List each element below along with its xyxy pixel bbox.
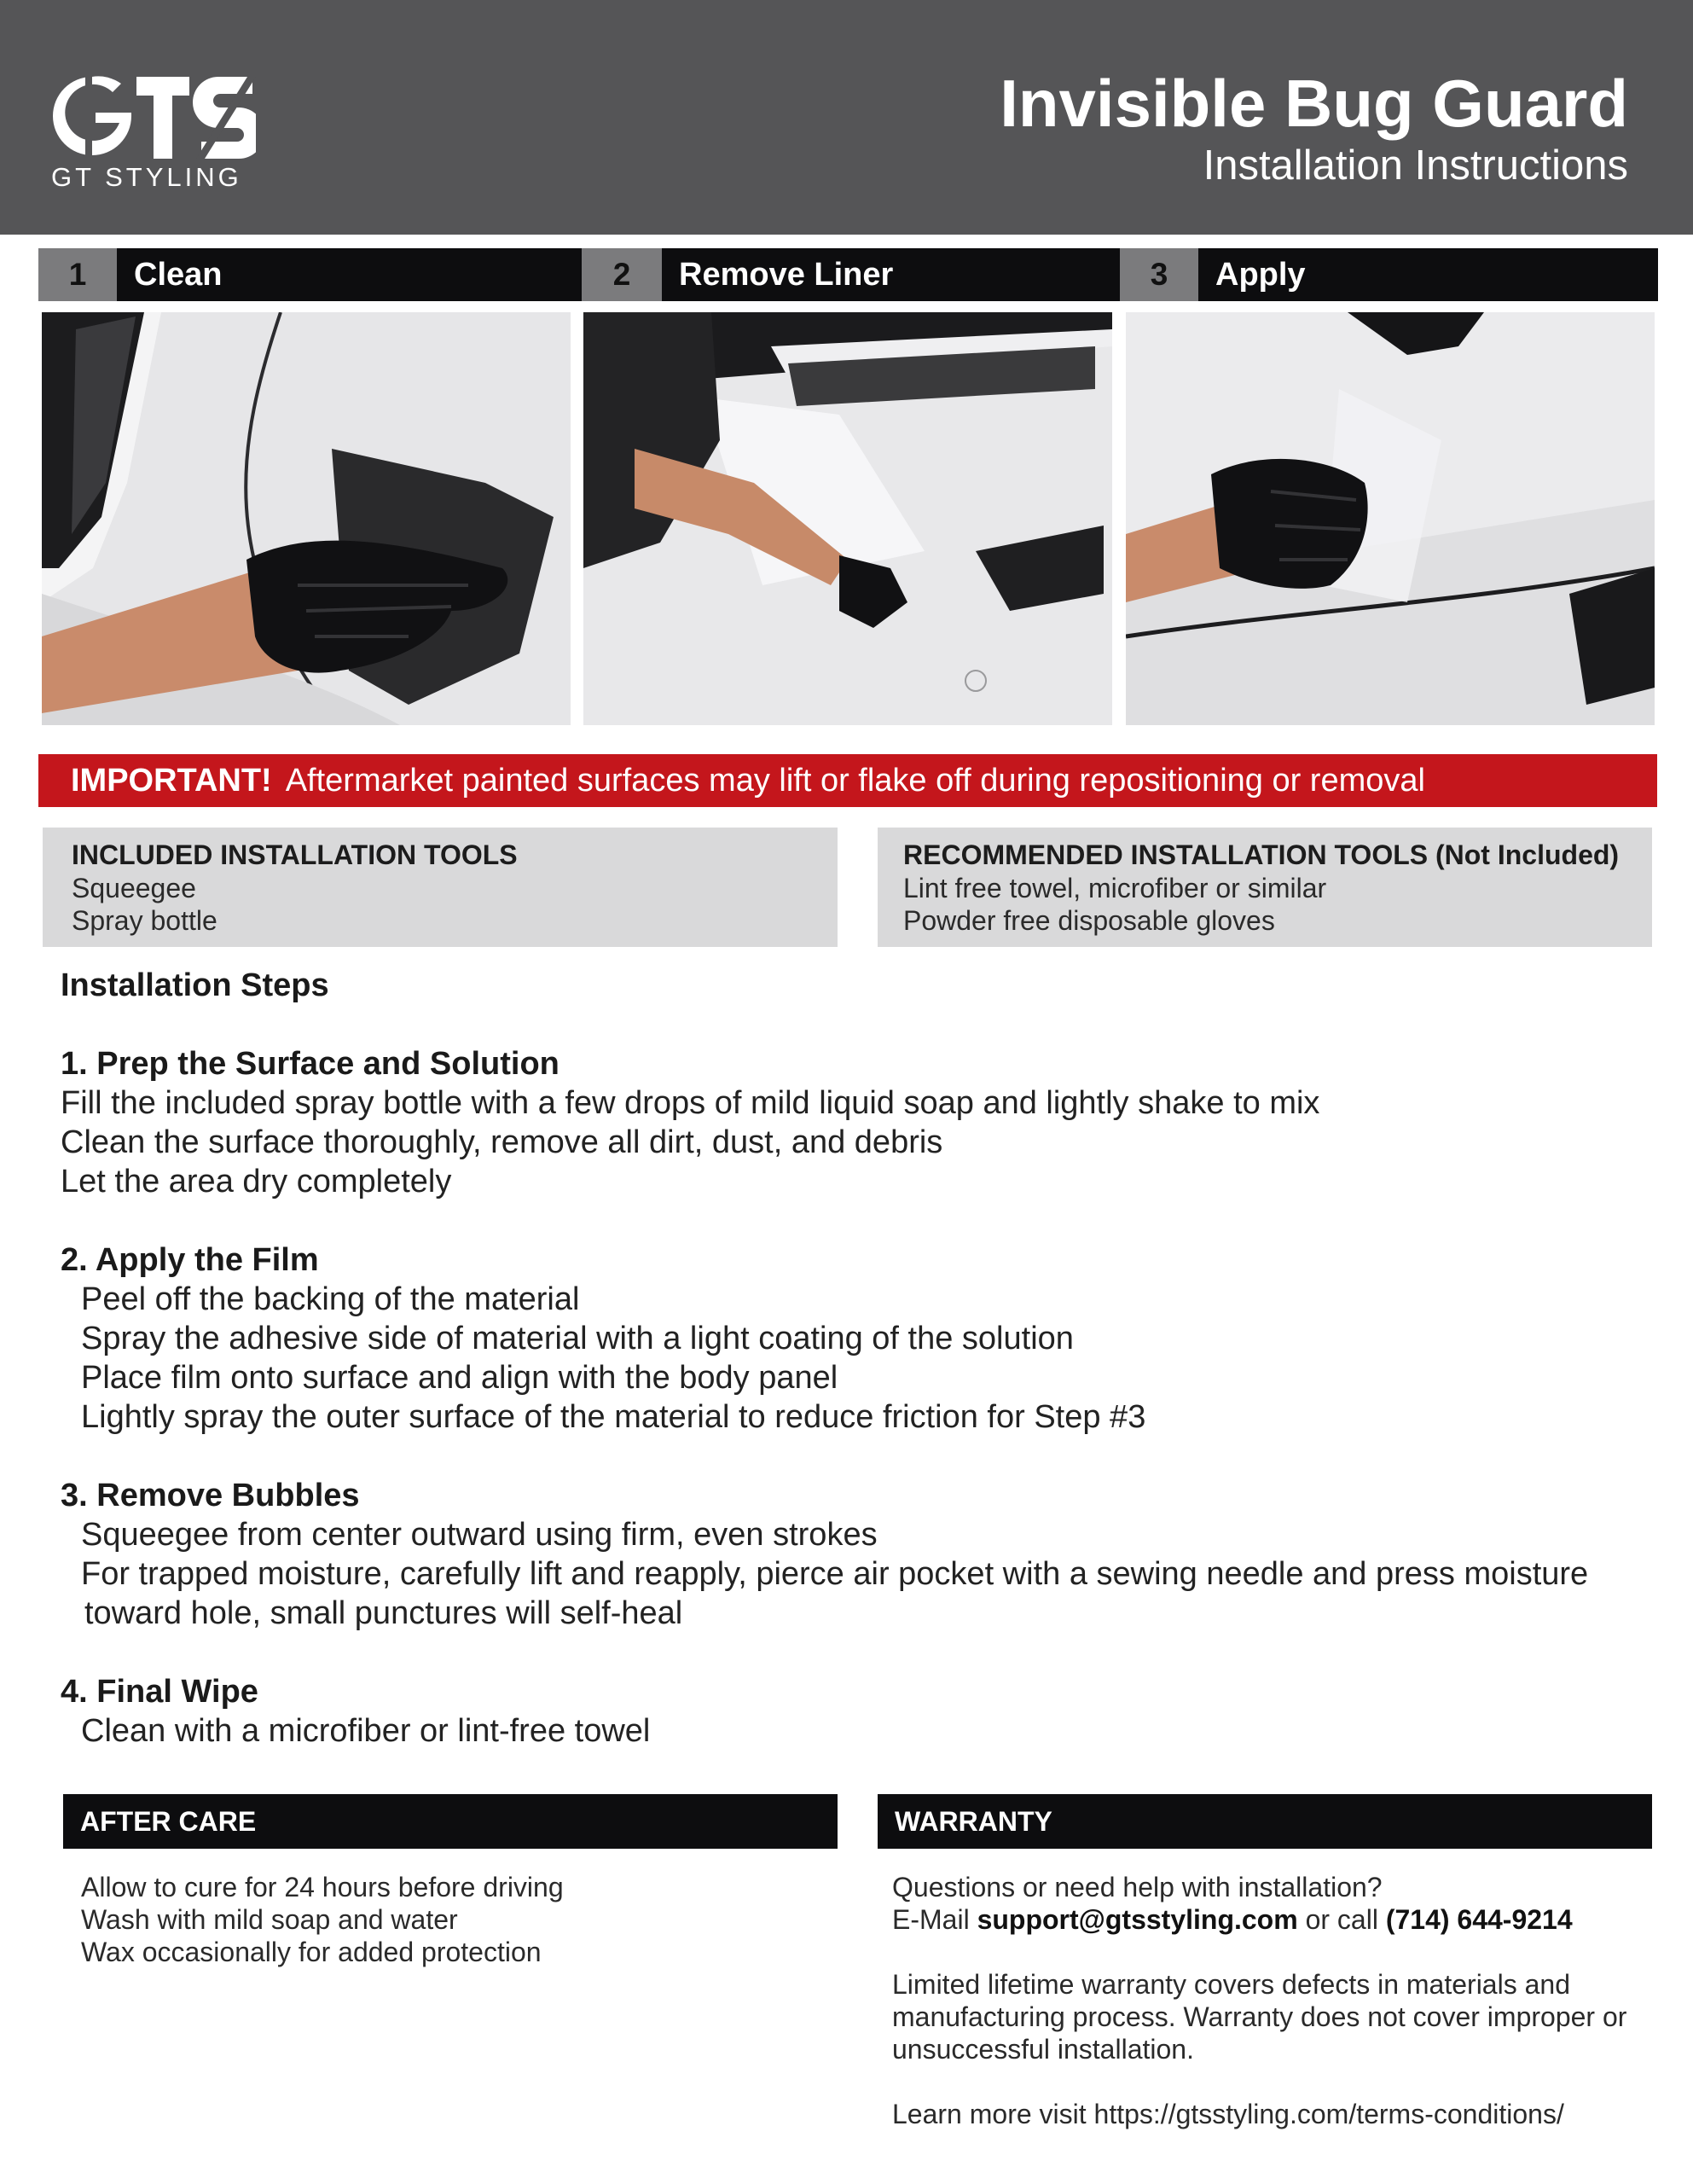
important-label: IMPORTANT! [71,763,272,799]
section-line: toward hole, small punctures will self-heal [84,1595,683,1631]
title-block [1000,65,1628,189]
recommended-tools-title: RECOMMENDED INSTALLATION TOOLS (Not Included) [903,839,1620,870]
photo-apply [1126,312,1655,725]
step-number: 1 [38,248,117,301]
section-line: Peel off the backing of the material [81,1281,580,1317]
included-tools-box [43,828,838,947]
step-label: Clean [134,257,223,293]
section-title: 4. Final Wipe [61,1674,258,1710]
after-care-list [81,1871,564,1968]
call-text: or call [1305,1904,1378,1935]
step-bar-apply [1120,248,1658,301]
remove-liner-photo [583,312,1112,725]
important-banner [38,754,1657,807]
support-email-link[interactable]: support@gtsstyling.com [977,1904,1298,1935]
step-bar-remove-liner [582,248,1120,301]
photo-remove-liner [583,312,1112,725]
after-care-item: Allow to cure for 24 hours before driving [81,1872,564,1902]
clean-car-photo [42,312,571,725]
section-line: Spray the adhesive side of material with a light coating of the solution [81,1321,1074,1356]
page-title: Invisible Bug Guard [1000,66,1628,141]
step-number: 3 [1120,248,1198,301]
section-line: Let the area dry completely [61,1164,452,1199]
email-prefix: E-Mail [892,1904,970,1935]
step-label: Remove Liner [679,257,894,293]
after-care-header: AFTER CARE [63,1794,838,1849]
warranty-terms-line: Limited lifetime warranty covers defects in materials and [892,1969,1570,2000]
support-phone-link[interactable]: (714) 644-9214 [1385,1904,1573,1935]
section-line: Place film onto surface and align with the body panel [81,1360,838,1396]
warranty-question: Questions or need help with installation? [892,1872,1383,1902]
section-line: Clean with a microfiber or lint-free towel [81,1713,651,1749]
recommended-tool-item: Powder free disposable gloves [903,905,1275,936]
important-text: Aftermarket painted surfaces may lift or flake off during repositioning or removal [285,763,1425,799]
apply-photo [1126,312,1655,725]
page-subtitle: Installation Instructions [1203,142,1628,189]
included-tool-item: Squeegee [72,873,196,903]
step-number: 2 [582,248,662,301]
included-tool-item: Spray bottle [72,905,217,936]
photo-clean [42,312,571,725]
after-care-item: Wash with mild soap and water [81,1904,458,1935]
logo-wordmark: GT STYLING [51,162,242,192]
installation-steps [61,966,1647,1751]
installation-heading: Installation Steps [61,967,329,1003]
section-title: 3. Remove Bubbles [61,1478,360,1513]
section-line: For trapped moisture, carefully lift and reapply, pierce air pocket with a sewing needle and press moisture [81,1556,1589,1592]
section-title: 2. Apply the Film [61,1242,319,1278]
page-header [0,0,1693,235]
recommended-tools-box [878,828,1652,947]
section-line: Fill the included spray bottle with a few drops of mild liquid soap and lightly shake to mix [61,1085,1320,1121]
warranty-header: WARRANTY [878,1794,1652,1849]
section-line: Clean the surface thoroughly, remove all dirt, dust, and debris [61,1124,943,1160]
warranty-terms-line: manufacturing process. Warranty does not cover improper or [892,2001,1627,2032]
section-title: 1. Prep the Surface and Solution [61,1046,560,1082]
warranty-terms-line: unsuccessful installation. [892,2034,1194,2065]
included-tools-title: INCLUDED INSTALLATION TOOLS [72,839,518,870]
terms-conditions-link[interactable]: Learn more visit https://gtsstyling.com/terms-conditions/ [892,2099,1564,2129]
step-label: Apply [1215,257,1306,293]
after-care-item: Wax occasionally for added protection [81,1937,542,1967]
gts-logo [51,75,256,195]
section-line: Squeegee from center outward using firm, even strokes [81,1517,878,1553]
contact-line [892,1903,1626,1936]
section-line: Lightly spray the outer surface of the material to reduce friction for Step #3 [81,1399,1146,1435]
warranty-info [892,1871,1626,2130]
step-bar-clean [38,248,582,301]
recommended-tool-item: Lint free towel, microfiber or similar [903,873,1327,903]
gts-logo-mark [51,75,256,160]
